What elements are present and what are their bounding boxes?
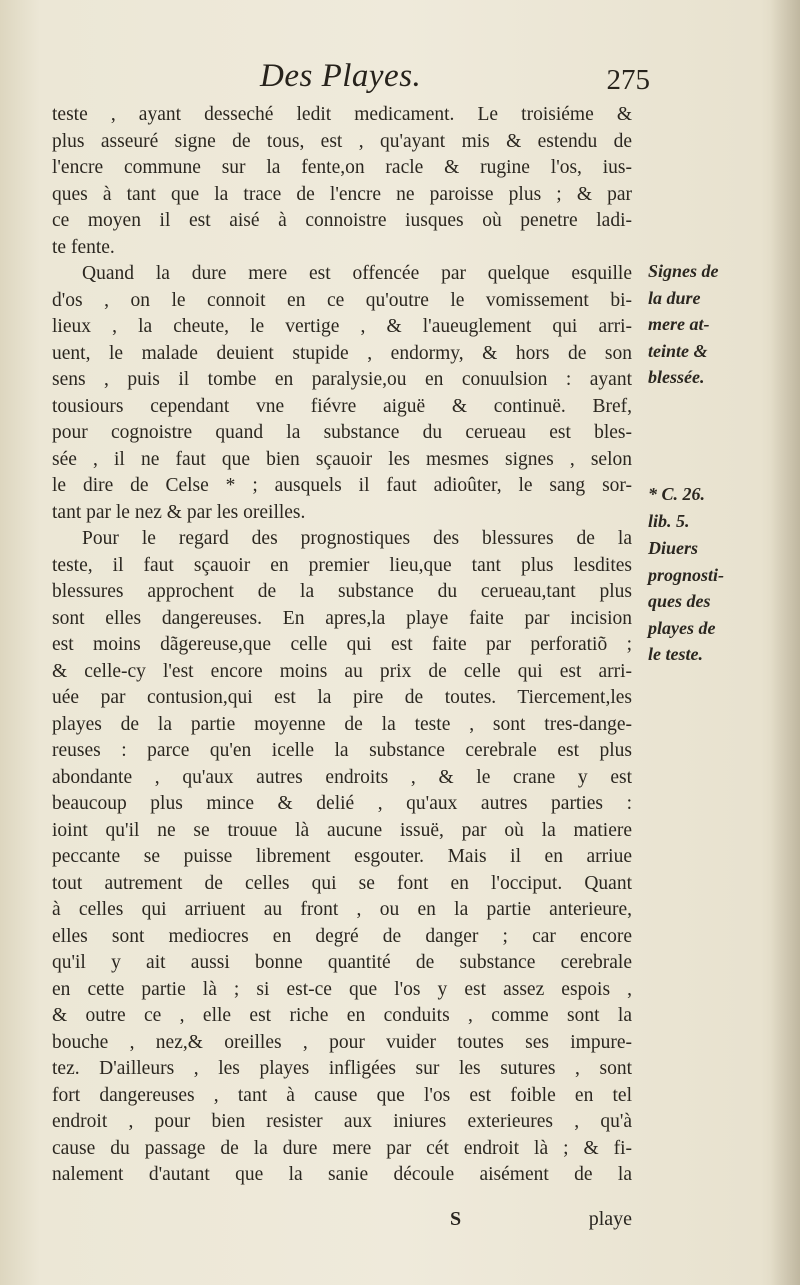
text-line: tout autrement de celles qui se font en l'occiput. Quant bbox=[52, 872, 632, 894]
margin-note-line: le teste. bbox=[648, 644, 703, 664]
margin-note-line: prognosti- bbox=[648, 564, 725, 585]
text-line: uée par contusion,qui est la pire de toutes. Tiercement,les bbox=[52, 687, 632, 708]
text-line: ce moyen il est aisé à connoistre iusques où penetre ladi- bbox=[52, 210, 632, 231]
margin-note-line: Diuers bbox=[648, 538, 699, 558]
text-line: elles sont mediocres en degré de danger ; car encore bbox=[52, 925, 632, 947]
text-line: teste, il faut sçauoir en premier lieu,que tant plus lesdites bbox=[52, 554, 632, 576]
margin-note-line: * C. 26. bbox=[648, 484, 706, 504]
page-number: 275 bbox=[606, 64, 650, 96]
signature-mark: S bbox=[450, 1208, 462, 1230]
page-footer bbox=[52, 1208, 632, 1238]
margin-note-reference bbox=[648, 481, 778, 534]
text-line: Pour le regard des prognostiques des blessures de la bbox=[82, 528, 632, 549]
text-line: à celles qui arriuent au front , ou en la partie anterieure, bbox=[52, 899, 632, 920]
text-line: sens , puis il tombe en paralysie,ou en conuulsion : ayant bbox=[52, 369, 632, 390]
page-header bbox=[60, 52, 650, 102]
margin-note-line: lib. 5. bbox=[648, 510, 690, 531]
margin-note-line: mere at- bbox=[648, 314, 710, 334]
text-line: lieux , la cheute, le vertige , & l'aueuglement qui arri- bbox=[52, 316, 632, 337]
text-line: nalement d'autant que la sanie découle aisément de la bbox=[52, 1164, 632, 1185]
text-line: tant par le nez & par les oreilles. bbox=[52, 501, 306, 523]
text-line: te fente. bbox=[52, 236, 115, 258]
text-line: uent, le malade deuient stupide , endormy, & hors de son bbox=[52, 342, 632, 364]
text-line: blessures approchent de la substance du cerueau,tant plus bbox=[52, 581, 632, 602]
running-title: Des Playes. bbox=[260, 58, 422, 94]
margin-note-line: blessée. bbox=[648, 367, 705, 387]
text-line: & celle-cy l'est encore moins au prix de celle qui est arri- bbox=[52, 660, 632, 682]
text-line: d'os , on le connoit en ce qu'outre le vomissement bi- bbox=[52, 289, 632, 311]
text-line: sont elles dangereuses. En apres,la playe faite par incision bbox=[52, 607, 632, 629]
text-line: & outre ce , elle est riche en conduits , comme sont la bbox=[52, 1005, 632, 1026]
body-text bbox=[52, 102, 632, 1189]
text-line: tousiours cependant vne fiévre aiguë & continuë. Bref, bbox=[52, 395, 632, 417]
text-line: en cette partie là ; si est-ce que l'os y est assez espois , bbox=[52, 978, 632, 1000]
text-line: l'encre commune sur la fente,on racle & rugine l'os, ius- bbox=[52, 157, 632, 178]
text-line: peccante se puisse librement esgouter. Mais il en arriue bbox=[52, 846, 632, 867]
text-line: est moins dãgereuse,que celle qui est faite par perforatiõ ; bbox=[52, 634, 632, 655]
text-line: sée , il ne faut que bien sçauoir les mesmes signes , selon bbox=[52, 448, 632, 470]
margin-note-line: playes de bbox=[648, 617, 716, 638]
text-line: cause du passage de la dure mere par cét endroit là ; & fi- bbox=[52, 1137, 632, 1159]
text-line: le dire de Celse * ; ausquels il faut adioûter, le sang sor- bbox=[52, 475, 632, 496]
text-line: endroit , pour bien resister aux iniures exterieures , qu'à bbox=[52, 1111, 632, 1132]
catchword: playe bbox=[588, 1208, 632, 1230]
margin-note-line: la dure bbox=[648, 287, 701, 308]
text-line: fort dangereuses , tant à cause que l'os est foible en tel bbox=[52, 1084, 632, 1106]
text-line: ques à tant que la trace de l'encre ne paroisse plus ; & par bbox=[52, 183, 632, 205]
text-line: bouche , nez,& oreilles , pour vuider toutes ses impure- bbox=[52, 1031, 632, 1053]
text-line: abondante , qu'aux autres endroits , & le crane y est bbox=[52, 766, 632, 788]
text-line: ioint qu'il ne se trouue là aucune issuë, par où la matiere bbox=[52, 819, 632, 841]
text-line: pour cognoistre quand la substance du cerueau est bles- bbox=[52, 422, 632, 443]
margin-note-line: Signes de bbox=[648, 261, 719, 281]
text-line: plus asseuré signe de tous, est , qu'ayant mis & estendu de bbox=[52, 130, 632, 152]
text-line: tez. D'ailleurs , les playes infligées sur les sutures , sont bbox=[52, 1058, 632, 1079]
page-edge-shadow bbox=[770, 0, 800, 1285]
text-line: reuses : parce qu'en icelle la substance cerebrale est plus bbox=[52, 740, 632, 761]
margin-note-line: teinte & bbox=[648, 340, 708, 361]
text-line: qu'il y ait aussi bonne quantité de substance cerebrale bbox=[52, 952, 632, 973]
margin-note-signes bbox=[648, 258, 778, 391]
text-line: playes de la partie moyenne de la teste , sont tres-dange- bbox=[52, 713, 632, 735]
margin-note-prognostiques bbox=[648, 535, 778, 668]
margin-note-line: ques des bbox=[648, 591, 711, 611]
text-line: teste , ayant desseché ledit medicament. Le troisiéme & bbox=[52, 104, 632, 125]
text-line: beaucoup plus mince & delié , qu'aux autres parties : bbox=[52, 793, 632, 814]
text-line: Quand la dure mere est offencée par quelque esquille bbox=[82, 263, 632, 284]
